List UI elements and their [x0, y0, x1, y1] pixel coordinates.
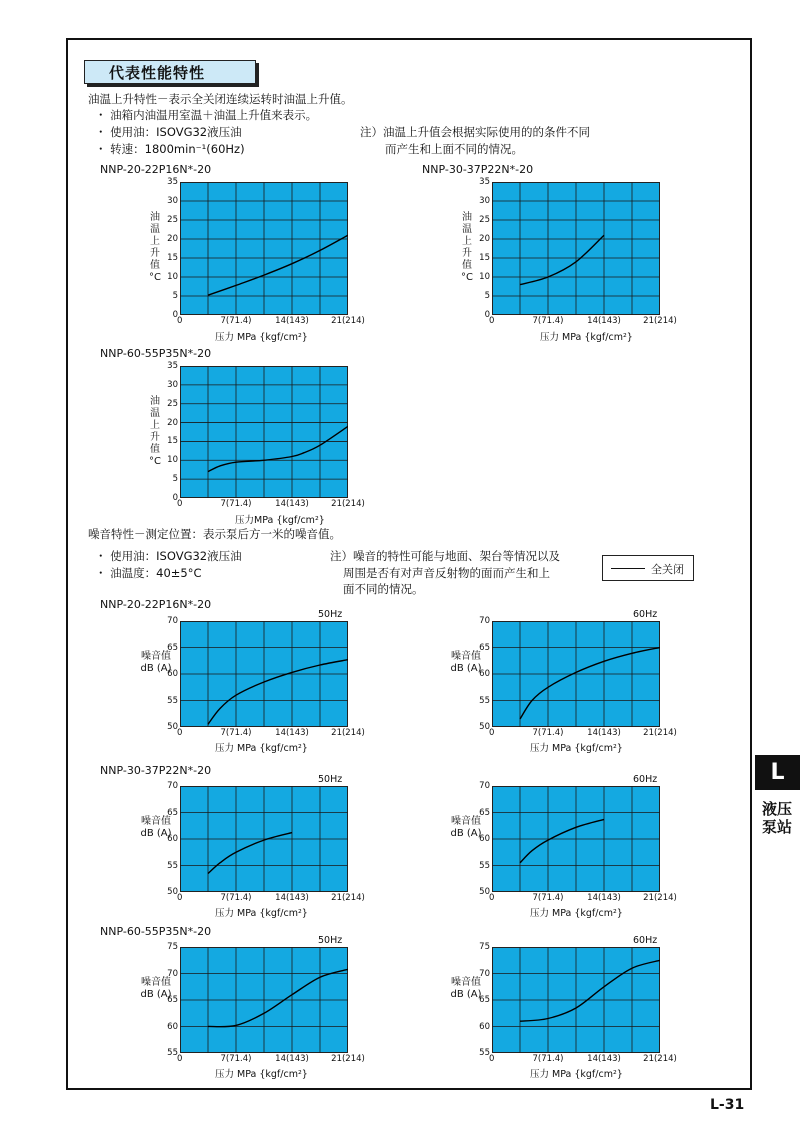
x-tick-label: 21(214) [643, 316, 677, 326]
frequency-label: 50Hz [318, 609, 343, 620]
x-tick-label: 0 [177, 1054, 183, 1064]
chart-svg [492, 786, 660, 892]
y-tick-label: 20 [479, 234, 490, 244]
x-tick-label: 0 [177, 728, 183, 738]
y-tick-label: 15 [167, 436, 178, 447]
x-tick-label: 7(71.4) [220, 1054, 252, 1064]
y-tick-label: 20 [167, 234, 178, 244]
y-tick-label: 25 [167, 215, 178, 225]
noise-section-heading: 噪音特性－测定位置：表示泵后方一米的噪音值。 [88, 527, 341, 541]
plot-area [492, 621, 660, 727]
y-tick-label: 75 [479, 942, 490, 952]
y-tick-label: 60 [479, 834, 490, 844]
x-tick-label: 7(71.4) [532, 893, 564, 903]
y-axis-label: 噪音值 dB (A) [140, 816, 172, 839]
x-tick-label: 7(71.4) [532, 1054, 564, 1064]
y-tick-label: 30 [167, 196, 178, 206]
x-tick-label: 21(214) [331, 728, 365, 738]
plot-area [180, 182, 348, 315]
y-tick-label: 35 [167, 177, 178, 187]
page-number: L-31 [710, 1097, 745, 1113]
y-tick-label: 55 [167, 1048, 178, 1058]
x-tick-label: 7(71.4) [532, 316, 564, 326]
x-axis-label: 压力 MPa {kgf/cm²} [530, 743, 623, 754]
y-tick-label: 10 [479, 272, 490, 282]
y-tick-label: 70 [479, 781, 490, 791]
x-tick-label: 14(143) [275, 893, 309, 903]
frequency-label: 60Hz [633, 774, 658, 785]
y-tick-label: 55 [479, 860, 490, 871]
plot-area [180, 786, 348, 892]
y-tick-label: 65 [167, 995, 178, 1005]
y-tick-label: 10 [167, 455, 178, 466]
x-tick-label: 21(214) [643, 893, 677, 903]
x-tick-label: 7(71.4) [220, 316, 252, 326]
y-tick-label: 50 [167, 722, 178, 732]
x-tick-label: 0 [489, 316, 495, 326]
x-tick-label: 7(71.4) [532, 728, 564, 738]
x-axis-label: 压力 MPa {kgf/cm²} [215, 743, 308, 754]
legend-line [611, 568, 645, 569]
x-axis-label: 压力 MPa {kgf/cm²} [215, 1069, 308, 1080]
x-tick-label: 0 [177, 893, 183, 903]
y-tick-label: 35 [167, 361, 178, 371]
x-tick-label: 14(143) [275, 1054, 309, 1064]
y-tick-label: 65 [479, 642, 490, 653]
x-tick-label: 14(143) [275, 316, 309, 326]
y-axis-label: 噪音值 dB (A) [450, 816, 482, 839]
y-tick-label: 15 [167, 253, 178, 263]
chart-title: NNP-60-55P35N*-20 [100, 925, 212, 938]
frequency-label: 60Hz [633, 935, 658, 946]
chart-svg [492, 182, 660, 315]
x-tick-label: 14(143) [587, 316, 621, 326]
x-tick-label: 21(214) [331, 893, 365, 903]
chart-svg [180, 786, 348, 892]
y-tick-label: 55 [479, 695, 490, 706]
temp-note: 而产生和上面不同的情况。 [385, 142, 523, 156]
x-tick-label: 7(71.4) [220, 893, 252, 903]
x-axis-label: 压力MPa {kgf/cm²} [235, 515, 325, 526]
noise-bullet: ・ 油温度：40±5°C [95, 566, 202, 580]
x-tick-label: 7(71.4) [220, 499, 252, 509]
x-tick-label: 0 [489, 893, 495, 903]
y-axis-label: 油温上升值 °C [149, 396, 164, 467]
y-tick-label: 70 [167, 781, 178, 791]
y-tick-label: 5 [172, 291, 178, 301]
y-axis-label: 油温上升值 °C [461, 212, 476, 283]
y-tick-label: 65 [167, 642, 178, 653]
x-axis-label: 压力 MPa {kgf/cm²} [530, 1069, 623, 1080]
y-tick-label: 30 [167, 379, 178, 390]
plot-area [180, 366, 348, 498]
y-tick-label: 30 [479, 196, 490, 206]
y-tick-label: 60 [479, 669, 490, 679]
y-tick-label: 35 [479, 177, 490, 187]
frequency-label: 50Hz [318, 774, 343, 785]
y-axis-label: 噪音值 dB (A) [450, 651, 482, 674]
x-tick-label: 0 [489, 728, 495, 738]
x-tick-label: 21(214) [643, 1054, 677, 1064]
x-axis-label: 压力 MPa {kgf/cm²} [540, 332, 633, 343]
y-tick-label: 55 [167, 695, 178, 706]
series-line [520, 648, 660, 720]
y-tick-label: 0 [484, 310, 490, 320]
chart-svg [180, 182, 348, 315]
frequency-label: 50Hz [318, 935, 343, 946]
plot-area [492, 182, 660, 315]
y-tick-label: 55 [479, 1048, 490, 1058]
y-tick-label: 70 [479, 968, 490, 979]
noise-note: 面不同的情况。 [343, 582, 424, 596]
frequency-label: 60Hz [633, 609, 658, 620]
y-axis-label: 噪音值 dB (A) [140, 977, 172, 1000]
y-tick-label: 65 [167, 807, 178, 818]
x-tick-label: 21(214) [331, 499, 365, 509]
legend [602, 555, 694, 581]
x-tick-label: 0 [489, 1054, 495, 1064]
x-tick-label: 0 [177, 499, 183, 509]
x-tick-label: 14(143) [275, 499, 309, 509]
y-tick-label: 20 [167, 417, 178, 428]
y-tick-label: 10 [167, 272, 178, 282]
series-line [520, 960, 660, 1021]
noise-note: 周围是否有对声音反射物的面而产生和上 [343, 566, 550, 580]
chart-title: NNP-60-55P35N*-20 [100, 347, 212, 360]
x-tick-label: 7(71.4) [220, 728, 252, 738]
y-tick-label: 70 [479, 616, 490, 626]
noise-note: 注）噪音的特性可能与地面、架台等情况以及 [330, 549, 560, 563]
y-tick-label: 25 [167, 398, 178, 409]
y-tick-label: 60 [479, 1021, 490, 1032]
x-tick-label: 21(214) [643, 728, 677, 738]
x-axis-label: 压力 MPa {kgf/cm²} [530, 908, 623, 919]
chart-svg [492, 947, 660, 1053]
plot-area [180, 621, 348, 727]
y-tick-label: 5 [484, 291, 490, 301]
chart-svg [180, 621, 348, 727]
y-tick-label: 75 [167, 942, 178, 952]
x-tick-label: 21(214) [331, 316, 365, 326]
chart-title: NNP-30-37P22N*-20 [422, 163, 534, 176]
x-tick-label: 14(143) [587, 1054, 621, 1064]
x-tick-label: 14(143) [587, 893, 621, 903]
side-tab-text: 液压泵站 [762, 800, 793, 836]
y-tick-label: 60 [167, 669, 178, 679]
y-tick-label: 60 [167, 1021, 178, 1032]
x-tick-label: 14(143) [587, 728, 621, 738]
series-line [520, 819, 604, 862]
y-tick-label: 15 [479, 253, 490, 263]
plot-area [492, 786, 660, 892]
series-line [208, 969, 348, 1026]
chart-title: NNP-20-22P16N*-20 [100, 598, 212, 611]
y-tick-label: 55 [167, 860, 178, 871]
noise-bullet: ・ 使用油：ISOVG32液压油 [95, 549, 242, 563]
chart-svg [492, 621, 660, 727]
x-tick-label: 0 [177, 316, 183, 326]
y-tick-label: 50 [479, 887, 490, 897]
chart-title: NNP-20-22P16N*-20 [100, 163, 212, 176]
section-title: 代表性能特性 [84, 60, 256, 84]
y-tick-label: 0 [172, 493, 178, 503]
y-tick-label: 5 [172, 474, 178, 485]
y-axis-label: 噪音值 dB (A) [450, 977, 482, 1000]
plot-area [492, 947, 660, 1053]
y-axis-label: 噪音值 dB (A) [140, 651, 172, 674]
y-tick-label: 50 [167, 887, 178, 897]
y-tick-label: 50 [479, 722, 490, 732]
chart-title: NNP-30-37P22N*-20 [100, 764, 212, 777]
y-axis-label: 油温上升值 °C [149, 212, 164, 283]
x-axis-label: 压力 MPa {kgf/cm²} [215, 332, 308, 343]
chart-svg [180, 366, 348, 498]
x-axis-label: 压力 MPa {kgf/cm²} [215, 908, 308, 919]
temp-bullet: ・ 使用油：ISOVG32液压油 [95, 125, 242, 139]
y-tick-label: 65 [479, 995, 490, 1005]
y-tick-label: 0 [172, 310, 178, 320]
series-line [208, 235, 348, 295]
temp-note: 注）油温上升值会根据实际使用的的条件不同 [360, 125, 590, 139]
chart-svg [180, 947, 348, 1053]
temp-bullet: ・ 转速：1800min⁻¹(60Hz) [95, 142, 245, 156]
x-tick-label: 14(143) [275, 728, 309, 738]
legend-label: 全关闭 [651, 563, 684, 576]
temp-bullet: ・ 油箱内油温用室温＋油温上升值来表示。 [95, 108, 318, 122]
x-tick-label: 21(214) [331, 1054, 365, 1064]
temp-section-heading: 油温上升特性－表示全关闭连续运转时油温上升值。 [88, 92, 353, 106]
series-line [208, 426, 348, 471]
y-tick-label: 65 [479, 807, 490, 818]
y-tick-label: 70 [167, 968, 178, 979]
y-tick-label: 25 [479, 215, 490, 225]
plot-area [180, 947, 348, 1053]
side-tab: L [755, 755, 800, 790]
y-tick-label: 60 [167, 834, 178, 844]
series-line [208, 660, 348, 725]
y-tick-label: 70 [167, 616, 178, 626]
